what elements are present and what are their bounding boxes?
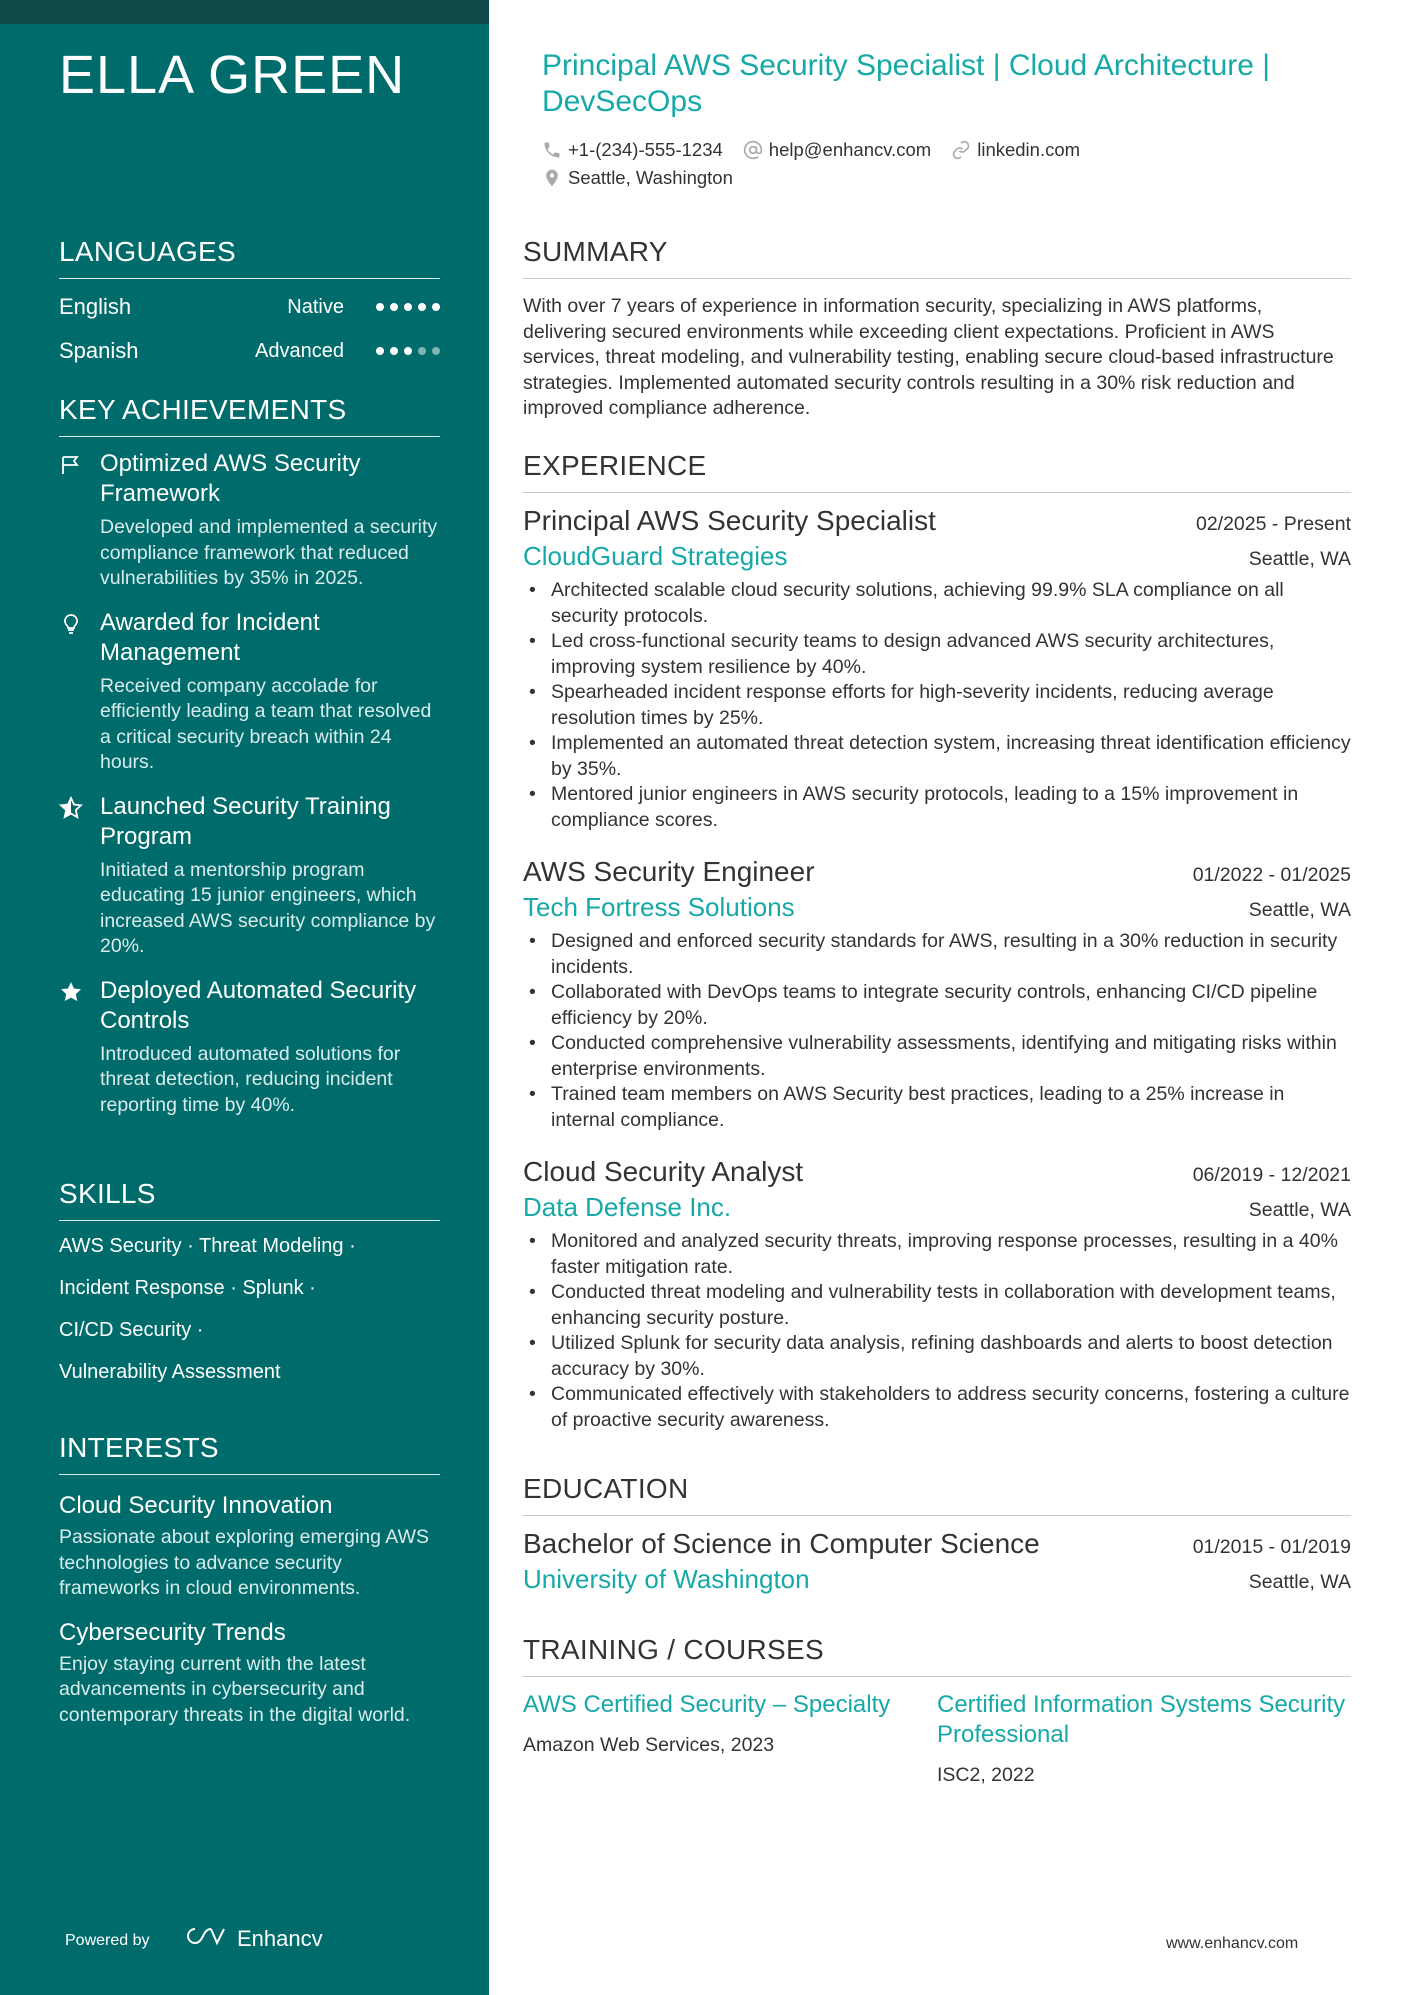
star-half-icon [59, 796, 83, 820]
achievement-item [59, 976, 440, 1119]
course-item [523, 1690, 937, 1787]
achievement-desc: Developed and implemented a security compliance framework that reduced vulnerabilities by 35% in 2025. [100, 516, 438, 589]
job-company: Tech Fortress Solutions [523, 892, 795, 922]
job-bullet: • Conducted threat modeling and vulnerability tests in collaboration with development teams, enhancing security posture. [523, 1280, 1351, 1331]
achievement-item [59, 449, 440, 592]
enhancv-logo[interactable] [185, 1924, 323, 1954]
experience-item [523, 1156, 1351, 1433]
interest-desc: Enjoy staying current with the latest advancements in cybersecurity and contemporary threats in the digital world. [59, 1652, 411, 1726]
flag-icon [59, 453, 83, 477]
achievement-desc: Received company accolade for efficiently leading a team that resolved a critical security breach within 24 hours. [100, 674, 432, 773]
achievements-section [59, 394, 440, 1118]
course-org: ISC2, 2022 [937, 1764, 1035, 1786]
experience-item [523, 505, 1351, 833]
language-dots [376, 303, 440, 311]
job-location: Seattle, WA [1248, 899, 1351, 921]
job-bullet: • Trained team members on AWS Security best practices, leading to a 25% increase in internal compliance. [523, 1082, 1351, 1133]
course-org: Amazon Web Services, 2023 [523, 1734, 775, 1756]
level-dot-filled [376, 303, 384, 311]
phone-icon [542, 140, 562, 160]
job-bullets [523, 929, 1351, 1133]
contact-info [542, 136, 1362, 192]
education-title: EDUCATION [523, 1473, 1351, 1516]
education-item [523, 1528, 1351, 1595]
job-bullet: • Architected scalable cloud security solutions, achieving 99.9% SLA compliance on all security protocols. [523, 578, 1351, 629]
language-level: Advanced [255, 339, 344, 362]
edu-degree: Bachelor of Science in Computer Science [523, 1528, 1040, 1559]
job-dates: 01/2022 - 01/2025 [1192, 864, 1351, 886]
skill-line: Vulnerability Assessment [59, 1361, 281, 1383]
edu-dates: 01/2015 - 01/2019 [1192, 1536, 1351, 1558]
job-bullet: • Collaborated with DevOps teams to integrate security controls, enhancing CI/CD pipeline efficiency by 20%. [523, 980, 1351, 1031]
enhancv-logo-text: Enhancv [237, 1926, 323, 1951]
language-row [59, 329, 440, 373]
skills-section [59, 1178, 440, 1393]
job-dates: 02/2025 - Present [1195, 513, 1351, 535]
job-bullet: • Conducted comprehensive vulnerability assessments, identifying and mitigating risks within enterprise environments. [523, 1031, 1351, 1082]
job-bullet: • Designed and enforced security standards for AWS, resulting in a 30% reduction in security incidents. [523, 929, 1351, 980]
at-icon [743, 140, 763, 160]
interests-section [59, 1432, 440, 1728]
job-bullet: • Monitored and analyzed security threats, improving response processes, resulting in a 40% faster mitigation rate. [523, 1229, 1351, 1280]
skill-line: AWS Security · Threat Modeling · [59, 1235, 356, 1257]
interest-item [59, 1618, 440, 1729]
skill-line: Incident Response · Splunk · [59, 1277, 316, 1299]
location-pin-icon [542, 168, 562, 188]
training-list [523, 1690, 1351, 1787]
contact-email[interactable] [743, 139, 931, 161]
linkedin-text: linkedin.com [977, 139, 1081, 160]
job-company: Data Defense Inc. [523, 1192, 732, 1222]
achievement-item [59, 792, 440, 960]
achievement-title: Deployed Automated Security Controls [100, 976, 417, 1034]
edu-school: University of Washington [523, 1564, 810, 1594]
level-dot-filled [404, 347, 412, 355]
training-title: TRAINING / COURSES [523, 1634, 1351, 1677]
experience-title: EXPERIENCE [523, 450, 1351, 493]
job-title: Cloud Security Analyst [523, 1156, 804, 1187]
level-dot-filled [390, 347, 398, 355]
language-name: English [59, 294, 132, 319]
job-title: Principal AWS Security Specialist [523, 505, 936, 536]
languages-title: LANGUAGES [59, 236, 440, 279]
language-name: Spanish [59, 338, 139, 363]
language-level: Native [287, 295, 344, 318]
headline: Principal AWS Security Specialist | Cloud Architecture | DevSecOps [542, 49, 1271, 118]
job-title: AWS Security Engineer [523, 856, 815, 887]
enhancv-logo-icon [185, 1924, 229, 1954]
phone-text: +1-(234)-555-1234 [568, 139, 723, 160]
achievement-item [59, 608, 440, 776]
level-dot-empty [418, 347, 426, 355]
job-location: Seattle, WA [1248, 548, 1351, 570]
job-bullets [523, 1229, 1351, 1433]
location-text: Seattle, Washington [568, 167, 733, 188]
powered-by-label: Powered by [65, 1932, 150, 1949]
email-text: help@enhancv.com [768, 139, 932, 160]
summary-title: SUMMARY [523, 236, 1351, 279]
achievement-title: Launched Security Training Program [100, 792, 391, 850]
interest-item [59, 1491, 440, 1602]
interest-title: Cybersecurity Trends [59, 1618, 286, 1646]
language-row [59, 285, 440, 329]
candidate-name: ELLA GREEN [59, 45, 406, 105]
experience-item [523, 856, 1351, 1133]
skill-line: CI/CD Security · [59, 1319, 204, 1341]
job-bullet: • Mentored junior engineers in AWS security protocols, leading to a 15% improvement in compliance scores. [523, 782, 1351, 833]
website-link[interactable]: www.enhancv.com [1166, 1935, 1299, 1952]
job-bullet: • Communicated effectively with stakeholders to address security concerns, fostering a culture of proactive security awareness. [523, 1382, 1351, 1433]
skills-title: SKILLS [59, 1178, 440, 1221]
interest-desc: Passionate about exploring emerging AWS technologies to advance security frameworks in cloud environments. [59, 1526, 429, 1599]
achievement-desc: Introduced automated solutions for threat detection, reducing incident reporting time by 40%. [100, 1042, 401, 1116]
interests-title: INTERESTS [59, 1432, 440, 1475]
course-item [937, 1690, 1351, 1787]
course-title: Certified Information Systems Security Professional [937, 1691, 1346, 1748]
level-dot-filled [432, 303, 440, 311]
level-dot-filled [404, 303, 412, 311]
job-bullets [523, 578, 1351, 833]
contact-phone[interactable] [542, 139, 723, 161]
job-location: Seattle, WA [1248, 1199, 1351, 1221]
contact-location [542, 167, 733, 189]
achievement-title: Awarded for Incident Management [100, 608, 320, 666]
level-dot-filled [376, 347, 384, 355]
achievement-desc: Initiated a mentorship program educating 15 junior engineers, which increased AWS security compliance by 20%. [100, 858, 436, 957]
achievement-title: Optimized AWS Security Framework [100, 450, 361, 507]
languages-section [59, 236, 440, 373]
interest-title: Cloud Security Innovation [59, 1492, 333, 1519]
job-dates: 06/2019 - 12/2021 [1192, 1164, 1351, 1186]
edu-location: Seattle, WA [1248, 1571, 1351, 1593]
job-company: CloudGuard Strategies [523, 541, 788, 571]
course-title: AWS Certified Security – Specialty [523, 1691, 891, 1718]
level-dot-empty [432, 347, 440, 355]
job-bullet: • Spearheaded incident response efforts for high-severity incidents, reducing average resolution times by 25%. [523, 680, 1351, 731]
level-dot-filled [418, 303, 426, 311]
job-bullet: • Utilized Splunk for security data analysis, refining dashboards and alerts to boost detection accuracy by 30%. [523, 1331, 1351, 1382]
job-bullet: • Implemented an automated threat detection system, increasing threat identification efficiency by 35%. [523, 731, 1351, 782]
achievements-title: KEY ACHIEVEMENTS [59, 394, 440, 437]
contact-linkedin[interactable] [951, 139, 1080, 161]
star-icon [59, 980, 83, 1004]
sidebar [0, 0, 489, 1995]
link-icon [951, 140, 971, 160]
sidebar-top-strip [0, 0, 489, 24]
lightbulb-icon [59, 612, 83, 636]
job-bullet: • Led cross-functional security teams to design advanced AWS security architectures, improving system resilience by 40%. [523, 629, 1351, 680]
language-dots [376, 347, 440, 355]
level-dot-filled [390, 303, 398, 311]
summary-text: With over 7 years of experience in information security, specializing in AWS platforms, delivering secured environments while exceeding client expectations. Proficient in AWS services, threat modeling, and vulnerability testing, enabling secure cloud-based infrastructure strategies. Implemented automated security controls resulting in a 30% risk reduction and improved compliance adherence. [523, 295, 1334, 419]
